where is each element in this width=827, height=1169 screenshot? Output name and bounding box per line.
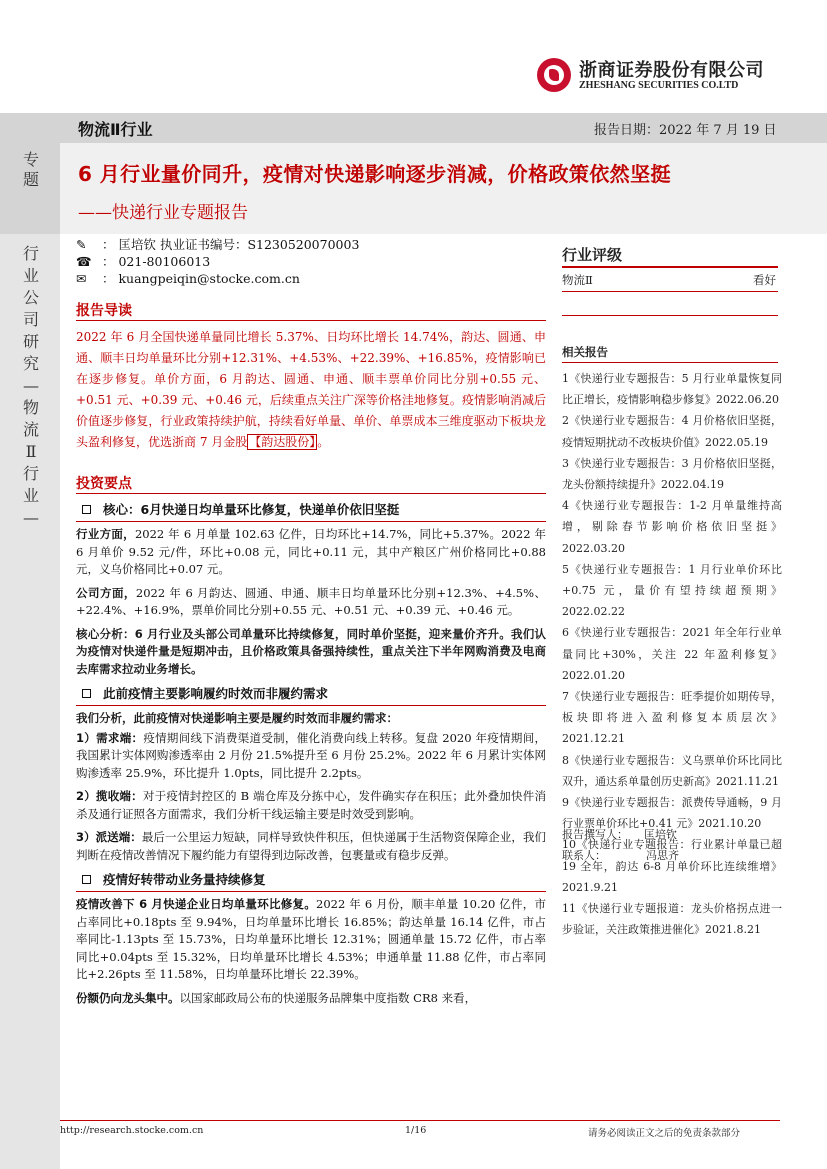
rating-title: 行业评级 [562, 246, 623, 264]
pen-icon: ✎ [76, 237, 87, 252]
report-date: 报告日期：2022 年 7 月 19 日 [594, 123, 777, 138]
disclaimer-note: 请务必阅读正文之后的免责条款部分 [588, 1128, 741, 1139]
paragraph: 公司方面，2022 年 6 月韵达、圆通、申通、顺丰日均单量环比分别+12.3%、+4.5%、+22.4%、+16.9%，票单价同比分别+0.55 元、+0.51 元、+0.39 元、+0.46 元。 [76, 585, 547, 617]
analyst-email[interactable]: ： kuangpeiqin@stocke.com.cn [102, 271, 300, 286]
rating-value: 看好 [753, 273, 776, 287]
list-item[interactable]: 6《快递行业专题报告：2021 年全年行业单量同比+30%，关注 22 年盈利修复》2022.01.20 [562, 626, 782, 682]
list-item[interactable]: 9《快递行业专题报告：派费传导通畅，9 月行业票单价环比+0.41 元》2021.10.20 [562, 796, 782, 831]
list-item[interactable]: 11《快递行业专题报道：龙头价格拐点进一步验证，关注政策推进催化》2021.8.21 [562, 902, 782, 937]
brand-name-en: ZHESHANG SECURITIES CO.LTD [579, 80, 739, 91]
page-number: 1/16 [405, 1125, 427, 1136]
phone-icon: ☎ [76, 254, 92, 269]
paragraph: 1）需求端：疫情期间线下消费渠道受制，催化消费向线上转移。复盘 2020 年疫情期间，我国累计实体网购渗透率由 2 月份 21.5%提升至 6 月份 25.2%。2022 年 6 月累计实体网购渗透率 25.9%，环比提升 1.0pts，同比提升 2.2pts。 [76, 730, 546, 780]
guide-text: 2022 年 6 月全国快递单量同比增长 5.37%、日均环比增长 14.74%，韵达、圆通、申通、顺丰日均单量环比分别+12.31%、+4.53%、+22.39%、+16.85%，疫情影响已在逐步修复。单价方面，6 月韵达、圆通、申通、顺丰票单价同比分别+0.55 元、+0.51 元、+0.39 元、+0.46 元，后续重点关注广深等价格洼地修复。疫情影响消减后价值逐步修复，行业政策持续护航，持续看好单量、单价、单票成本三维度驱动下板块龙头盈利修复，优选浙商 7 月金股 【韵达股份】 。 [76, 330, 546, 449]
bullet-heading: 此前疫情主要影响履约时效而非履约需求 [76, 684, 546, 706]
list-item[interactable]: 4《快递行业专题报告：1-2 月单量维持高增，剔除春节影响价格依旧坚挺》2022.03.20 [562, 499, 782, 555]
page-subtitle: ——快递行业专题报告 [78, 203, 248, 223]
logo-mark-icon [537, 58, 571, 92]
points-heading: 投资要点 [76, 473, 546, 494]
page-title: 6 月行业量价同升，疫情对快递影响逐步消减，价格政策依然坚挺 [78, 162, 671, 186]
bullet-heading: 疫情好转带动业务量持续修复 [76, 870, 546, 892]
list-item[interactable]: 7《快递行业专题报告：旺季提价如期传导，板块即将进入盈利修复本质层次》2021.12.21 [562, 690, 782, 746]
list-item[interactable]: 8《快递行业专题报告：义乌票单价环比同比双升，通达系单量创历史新高》2021.11.21 [562, 753, 782, 788]
paragraph: 2）揽收端：对于疫情封控区的 B 端仓库及分拣中心，发件确实存在积压；此外叠加快件消杀及通行证照各方面需求，我们分析干线运输主要是时效受到影响。 [76, 789, 546, 821]
analyst-name: ： 匡培钦 执业证书编号：S1230520070003 [102, 237, 360, 252]
highlight-stock: 【韵达股份】 [249, 435, 316, 449]
paragraph: 行业方面，2022 年 6 月单量 102.63 亿件，日均环比+14.7%，同比+5.37%。2022 年 6 月单价 9.52 元/件，环比+0.08 元，同比+0.11 元，其中产粮区广州价格同比+0.88 元，义乌价格同比+0.07 元。 [76, 527, 546, 576]
report-writer: 报告撰写人： 匡培钦 联系人： 冯思齐 [562, 828, 679, 862]
paragraph: 份额仍向龙头集中。以国家邮政局公布的快递服务品牌集中度指数 CR8 来看， [76, 990, 477, 1005]
list-item[interactable]: 5《快递行业专题报告：1 月行业单价环比+0.75 元，量价有望持续超预期》2022.02.22 [562, 562, 782, 619]
mail-icon: ✉ [76, 271, 87, 286]
guide-heading: 报告导读 [76, 300, 546, 321]
brand-name-cn: 浙商证券股份有限公司 [579, 60, 764, 81]
bullet-heading: 核心：6月快递日均单量环比修复，快递单价依旧坚挺 [76, 500, 546, 522]
checkbox-bullet-icon [82, 689, 91, 698]
list-item[interactable]: 1《快递行业专题报告：5 月行业单量恢复同比正增长，疫情影响稳步修复》2022.06.20 [562, 372, 782, 407]
checkbox-bullet-icon [82, 875, 91, 884]
industry-label: 物流Ⅱ行业 [78, 120, 153, 139]
list-item[interactable]: 2《快递行业专题报告：4 月价格依旧坚挺，疫情短期扰动不改板块价值》2022.05.19 [562, 414, 782, 449]
checkbox-bullet-icon [82, 505, 91, 514]
list-item[interactable]: 10《快递行业专题报告：行业累计单量已超 19 全年，韵达 6-8 月单价环比连续维增》2021.9.21 [562, 838, 782, 894]
paragraph: 核心分析：6 月行业及头部公司单量环比持续修复，同时单价坚挺，迎来量价齐升。我们认为疫情对快递件量是短期冲击，且价格政策具备强持续性，重点关注下半年网购消费及电商去库需求拉动业务增长。 [76, 626, 546, 676]
analyst-info [76, 236, 359, 287]
rating-sector: 物流Ⅱ [562, 273, 593, 287]
list-item[interactable]: 3《快递行业专题报告：3 月价格依旧坚挺，龙头份额持续提升》2022.04.19 [562, 456, 782, 492]
analyst-phone: ： 021-80106013 [102, 254, 211, 269]
main-content [76, 300, 546, 1013]
paragraph: 疫情改善下 6 月快递企业日均单量环比修复。2022 年 6 月份，顺丰单量 10.20 亿件，市占率同比+0.18pts 至 9.94%，日均单量环比增长 16.85%；韵达单量 16.14 亿件，市占率同比-1.13pts 至 15.73%，日均单量环比增长 12.31%；圆通单量 15.72 亿件，市占率同比+0.04pts 至 15.32%，日均单量环比增长 4.53%；申通单量 11.88 亿件，市占率同比+2.26pts 至 11.58%，日均单量环比增长 22.39%。 [76, 897, 546, 981]
paragraph: 3）派送端：最后一公里运力短缺，同样导致快件积压，但快递属于生活物资保障企业，我们判断在疫情改善情况下履约能力有望得到边际改善，包裹量或有稳步反弹。 [76, 830, 546, 862]
side-vertical-label: 行 业 公 司 研 究 — 物 流 Ⅱ 行 业 — [22, 244, 39, 527]
related-reports-title: 相关报告 [562, 345, 608, 359]
paragraph: 我们分析，此前疫情对快递影响主要是履约时效而非履约需求： [76, 711, 398, 725]
brand-logo [537, 56, 769, 96]
footer-url[interactable]: http://research.stocke.com.cn [60, 1125, 204, 1136]
rating-row [562, 272, 778, 288]
side-label: 专 题 [22, 150, 39, 189]
